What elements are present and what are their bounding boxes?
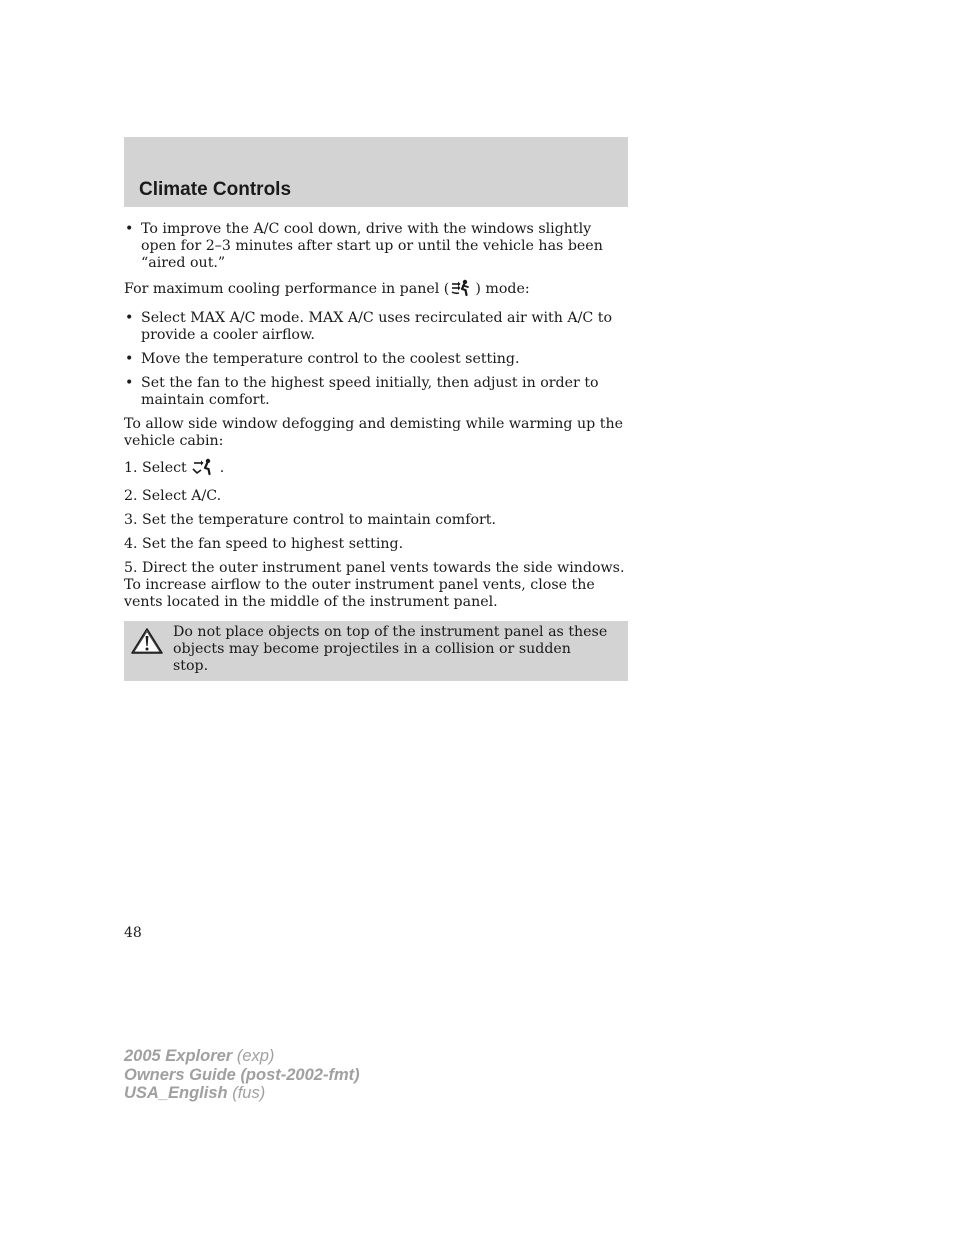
step-item: 4. Set the fan speed to highest setting. xyxy=(124,536,404,552)
section-title: Climate Controls xyxy=(139,179,292,200)
page-content xyxy=(124,221,630,681)
step-text-end: . xyxy=(219,460,225,476)
list-item xyxy=(124,310,630,344)
list-item-text: To improve the A/C cool down, drive with the windows slightly open for 2–3 minutes after start up or until the vehicle has been “aired out.” xyxy=(141,221,603,271)
step-item: 3. Set the temperature control to maintain comfort. xyxy=(124,512,497,528)
bullet-marker: • xyxy=(125,351,134,367)
footer-guide: Owners Guide (post-2002-fmt) xyxy=(124,1065,360,1084)
max-cooling-intro xyxy=(124,279,630,302)
list-item xyxy=(124,351,630,368)
step-item: 2. Select A/C. xyxy=(124,488,222,504)
warning-triangle-icon xyxy=(130,627,164,660)
page-number: 48 xyxy=(124,925,142,941)
max-cooling-intro-end: ) mode: xyxy=(475,281,530,297)
bullet-marker: • xyxy=(125,310,134,326)
footer-line-model xyxy=(124,1047,360,1066)
bullet-marker: • xyxy=(125,375,134,391)
panel-floor-mode-icon xyxy=(191,458,215,481)
warning-text: Do not place objects on top of the instrument panel as these objects may become projectiles in a collision or sudden stop. xyxy=(173,624,608,674)
footer-line-language xyxy=(124,1084,360,1103)
footer-language-code: (fus) xyxy=(227,1084,266,1102)
footer-language: USA_English xyxy=(124,1084,228,1102)
footer-line-guide xyxy=(124,1066,360,1085)
step-text: 1. Select xyxy=(124,460,187,476)
list-item xyxy=(124,375,630,409)
bullet-marker: • xyxy=(125,221,134,237)
warning-box xyxy=(124,621,628,681)
list-item-text: Select MAX A/C mode. MAX A/C uses recirculated air with A/C to provide a cooler airflow. xyxy=(141,310,613,343)
footer-model: 2005 Explorer xyxy=(124,1047,233,1065)
defog-intro: To allow side window defogging and demisting while warming up the vehicle cabin: xyxy=(124,416,623,449)
footer-model-code: (exp) xyxy=(232,1047,275,1065)
section-header xyxy=(124,137,628,207)
list-item-text: Set the fan to the highest speed initially, then adjust in order to maintain comfort. xyxy=(141,375,599,408)
list-item-text: Move the temperature control to the coolest setting. xyxy=(141,351,520,367)
max-cooling-intro-text: For maximum cooling performance in panel ( xyxy=(124,281,450,297)
panel-vent-mode-icon xyxy=(449,279,475,302)
step-item xyxy=(124,458,630,481)
list-item xyxy=(124,221,630,272)
document-footer xyxy=(124,1047,360,1103)
step-item: 5. Direct the outer instrument panel vents towards the side windows. To increase airflow to the outer instrument panel vents, close the vents located in the middle of the instrument panel. xyxy=(124,560,625,610)
